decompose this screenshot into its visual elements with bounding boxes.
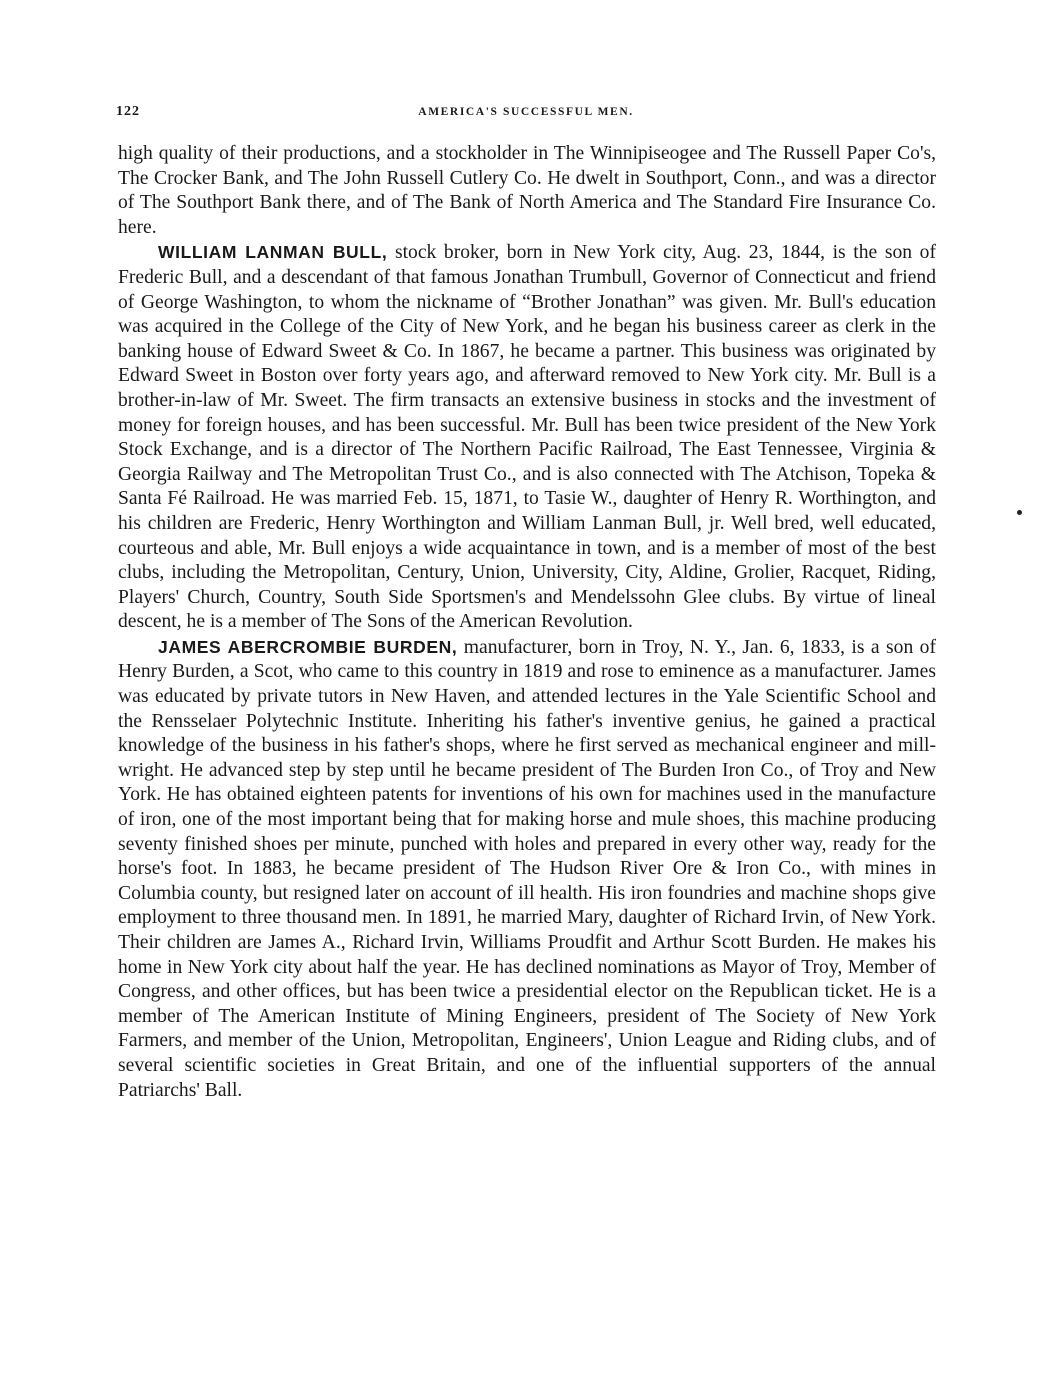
ink-speck (1017, 510, 1022, 515)
entry-name: JAMES ABERCROMBIE BURDEN, (158, 636, 458, 657)
entry-text: manufacturer, born in Troy, N. Y., Jan. 6, 1833, is a son of Henry Burden, a Scot, who came to this country in 1819 and rose to eminence as a manufacturer. James was educated by private tutors in New Haven, and attended lectures in the Yale Scientific School and the Rensselaer Polytechnic Institute. Inheriting his father's inventive genius, he gained a practical knowledge of the business in his father's shops, where he first served as mechanical engineer and mill-wright. He advanced step by step until he became president of The Burden Iron Co., of Troy and New York. He has obtained eighteen patents for inventions of his own for machines used in the manufacture of iron, one of the most important being that for making horse and mule shoes, this machine producing seventy finished shoes per minute, punched with holes and prepared in every other way, ready for the horse's foot. In 1883, he became president of The Hudson River Ore & Iron Co., with mines in Columbia county, but resigned later on account of ill health. His iron foundries and machine shops give employment to three thousand men. In 1891, he married Mary, daughter of Richard Irvin, of New York. Their children are James A., Richard Irvin, Williams Proudfit and Arthur Scott Burden. He makes his home in New York city about half the year. He has declined nominations as Mayor of Troy, Member of Congress, and other offices, but has been twice a presidential elector on the Republican ticket. He is a member of The American Institute of Mining Engineers, president of The Society of New York Farmers, and member of the Union, Metropolitan, Engineers', Union League and Riding clubs, and of several scientific societies in Great Britain, and one of the influential supporters of the annual Patriarchs' Ball. (118, 636, 936, 1101)
entry-james-abercrombie-burden (118, 635, 936, 1103)
entry-william-lanman-bull (118, 240, 936, 635)
page-header (116, 104, 936, 126)
entry-name: WILLIAM LANMAN BULL, (158, 242, 388, 263)
running-title: AMERICA'S SUCCESSFUL MEN. (418, 106, 634, 118)
entry-text: stock broker, born in New York city, Aug. 23, 1844, is the son of Frederic Bull, and a descendant of that famous Jonathan Trumbull, Governor of Connecticut and friend of George Washington, to whom the nickname of “Brother Jonathan” was given. Mr. Bull's education was acquired in the College of the City of New York, and he began his business career as clerk in the banking house of Edward Sweet & Co. In 1867, he became a partner. This business was originated by Edward Sweet in Boston over forty years ago, and afterward removed to New York city. Mr. Bull is a brother-in-law of Mr. Sweet. The firm transacts an extensive business in stocks and the investment of money for foreign houses, and has been successful. Mr. Bull has been twice president of the New York Stock Exchange, and is a director of The Northern Pacific Railroad, The East Tennessee, Virginia & Georgia Railway and The Metropolitan Trust Co., and is also connected with The Atchison, Topeka & Santa Fé Railroad. He was married Feb. 15, 1871, to Tasie W., daughter of Henry R. Worthington, and his children are Frederic, Henry Worthington and William Lanman Bull, jr. Well bred, well educated, courteous and able, Mr. Bull enjoys a wide acquaintance in town, and is a member of most of the best clubs, including the Metropolitan, Century, Union, University, City, Aldine, Grolier, Racquet, Riding, Players' Church, Country, South Side Sportsmen's and Mendelssohn Glee clubs. By virtue of lineal descent, he is a member of The Sons of the American Revolution. (118, 242, 936, 633)
continuation-paragraph: high quality of their productions, and a stockholder in The Winnipiseogee and The Russell Paper Co's, The Crocker Bank, and The John Russell Cutlery Co. He dwelt in Southport, Conn., and was a director of The Southport Bank there, and of The Bank of North America and The Standard Fire Insurance Co. here. (118, 143, 936, 238)
page-body (118, 142, 936, 1103)
page-number: 122 (116, 104, 140, 119)
